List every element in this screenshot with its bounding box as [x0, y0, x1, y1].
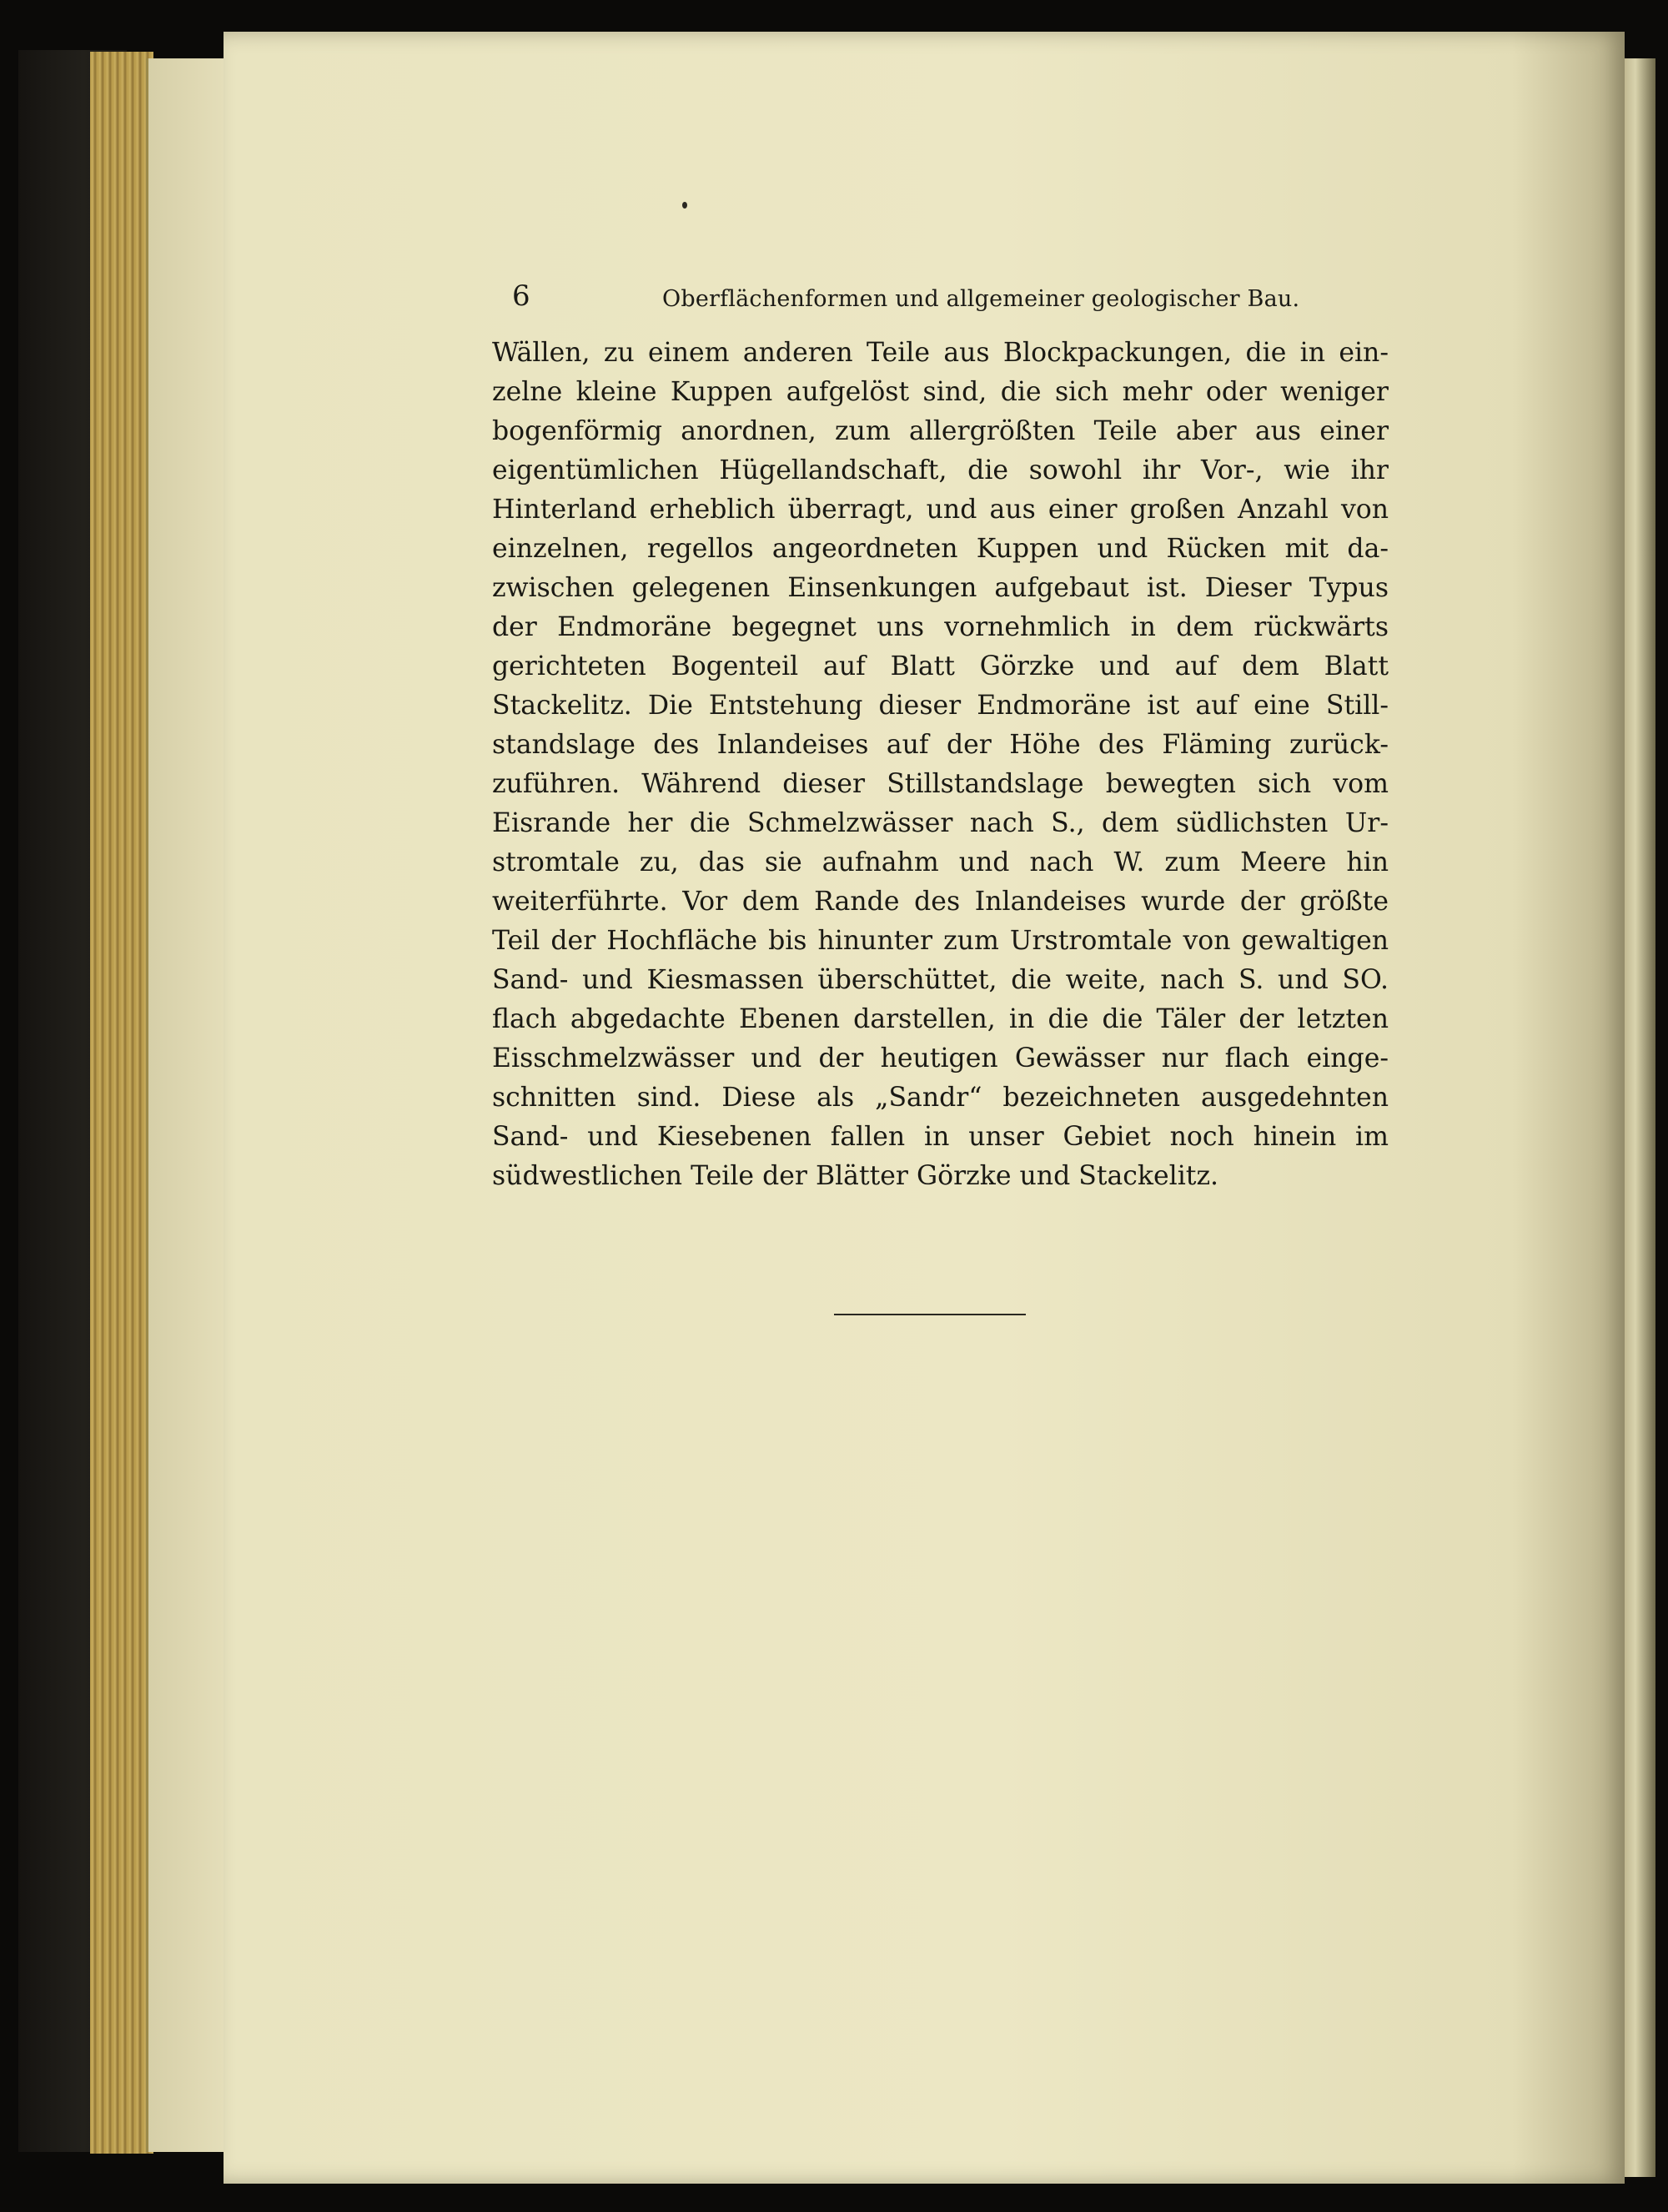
text-line: Sand- und Kiesmassen überschüttet, die weite, nach S. und SO. — [492, 965, 1389, 995]
text-line: flach abgedachte Ebenen darstellen, in die die Täler der letzten — [492, 1004, 1389, 1034]
text-line: gerichteten Bogenteil auf Blatt Görzke und auf dem Blatt — [492, 651, 1389, 681]
text-line: Stackelitz. Die Entstehung dieser Endmoräne ist auf eine Still- — [492, 691, 1389, 721]
ink-speck — [682, 202, 687, 209]
text-line: der Endmoräne begegnet uns vornehmlich in dem rückwärts — [492, 612, 1389, 642]
text-line: standslage des Inlandeises auf der Höhe des Fläming zurück- — [492, 730, 1389, 760]
text-line: zwischen gelegenen Einsenkungen aufgebaut ist. Dieser Typus — [492, 573, 1389, 603]
text-line: Hinterland erheblich überragt, und aus einer großen Anzahl von — [492, 495, 1389, 525]
page-number: 6 — [512, 279, 530, 313]
text-line: zelne kleine Kuppen aufgelöst sind, die sich mehr oder weniger — [492, 377, 1389, 407]
text-line: zuführen. Während dieser Stillstandslage bewegten sich vom — [492, 769, 1389, 799]
text-line: Wällen, zu einem anderen Teile aus Blockpackungen, die in ein- — [492, 338, 1389, 368]
text-line: Eisschmelzwässer und der heutigen Gewässer nur flach einge- — [492, 1043, 1389, 1073]
page-header — [512, 279, 1300, 321]
text-line: stromtale zu, das sie aufnahm und nach W. zum Meere hin — [492, 847, 1389, 877]
body-text — [492, 334, 1389, 1196]
text-line: Teil der Hochfläche bis hinunter zum Urstromtale von gewaltigen — [492, 926, 1389, 956]
text-line: südwestlichen Teile der Blätter Görzke und Stackelitz. — [492, 1161, 1219, 1191]
text-line: weiterführte. Vor dem Rande des Inlandeises wurde der größte — [492, 887, 1389, 917]
page-stack-edges — [90, 52, 153, 2154]
running-head: Oberflächenformen und allgemeiner geologischer Bau. — [662, 286, 1300, 312]
text-line: eigentümlichen Hügellandschaft, die sowohl ihr Vor-, wie ihr — [492, 455, 1389, 485]
text-line: Eisrande her die Schmelzwässer nach S., dem südlichsten Ur- — [492, 808, 1389, 838]
text-line: einzelnen, regellos angeordneten Kuppen und Rücken mit da- — [492, 534, 1389, 564]
text-line: bogenförmig anordnen, zum allergrößten Teile aber aus einer — [492, 416, 1389, 446]
text-line: schnitten sind. Diese als „Sandr“ bezeichneten ausgedehnten — [492, 1083, 1389, 1113]
text-line: Sand- und Kiesebenen fallen in unser Gebiet noch hinein im — [492, 1122, 1389, 1152]
section-end-rule — [834, 1314, 1026, 1315]
